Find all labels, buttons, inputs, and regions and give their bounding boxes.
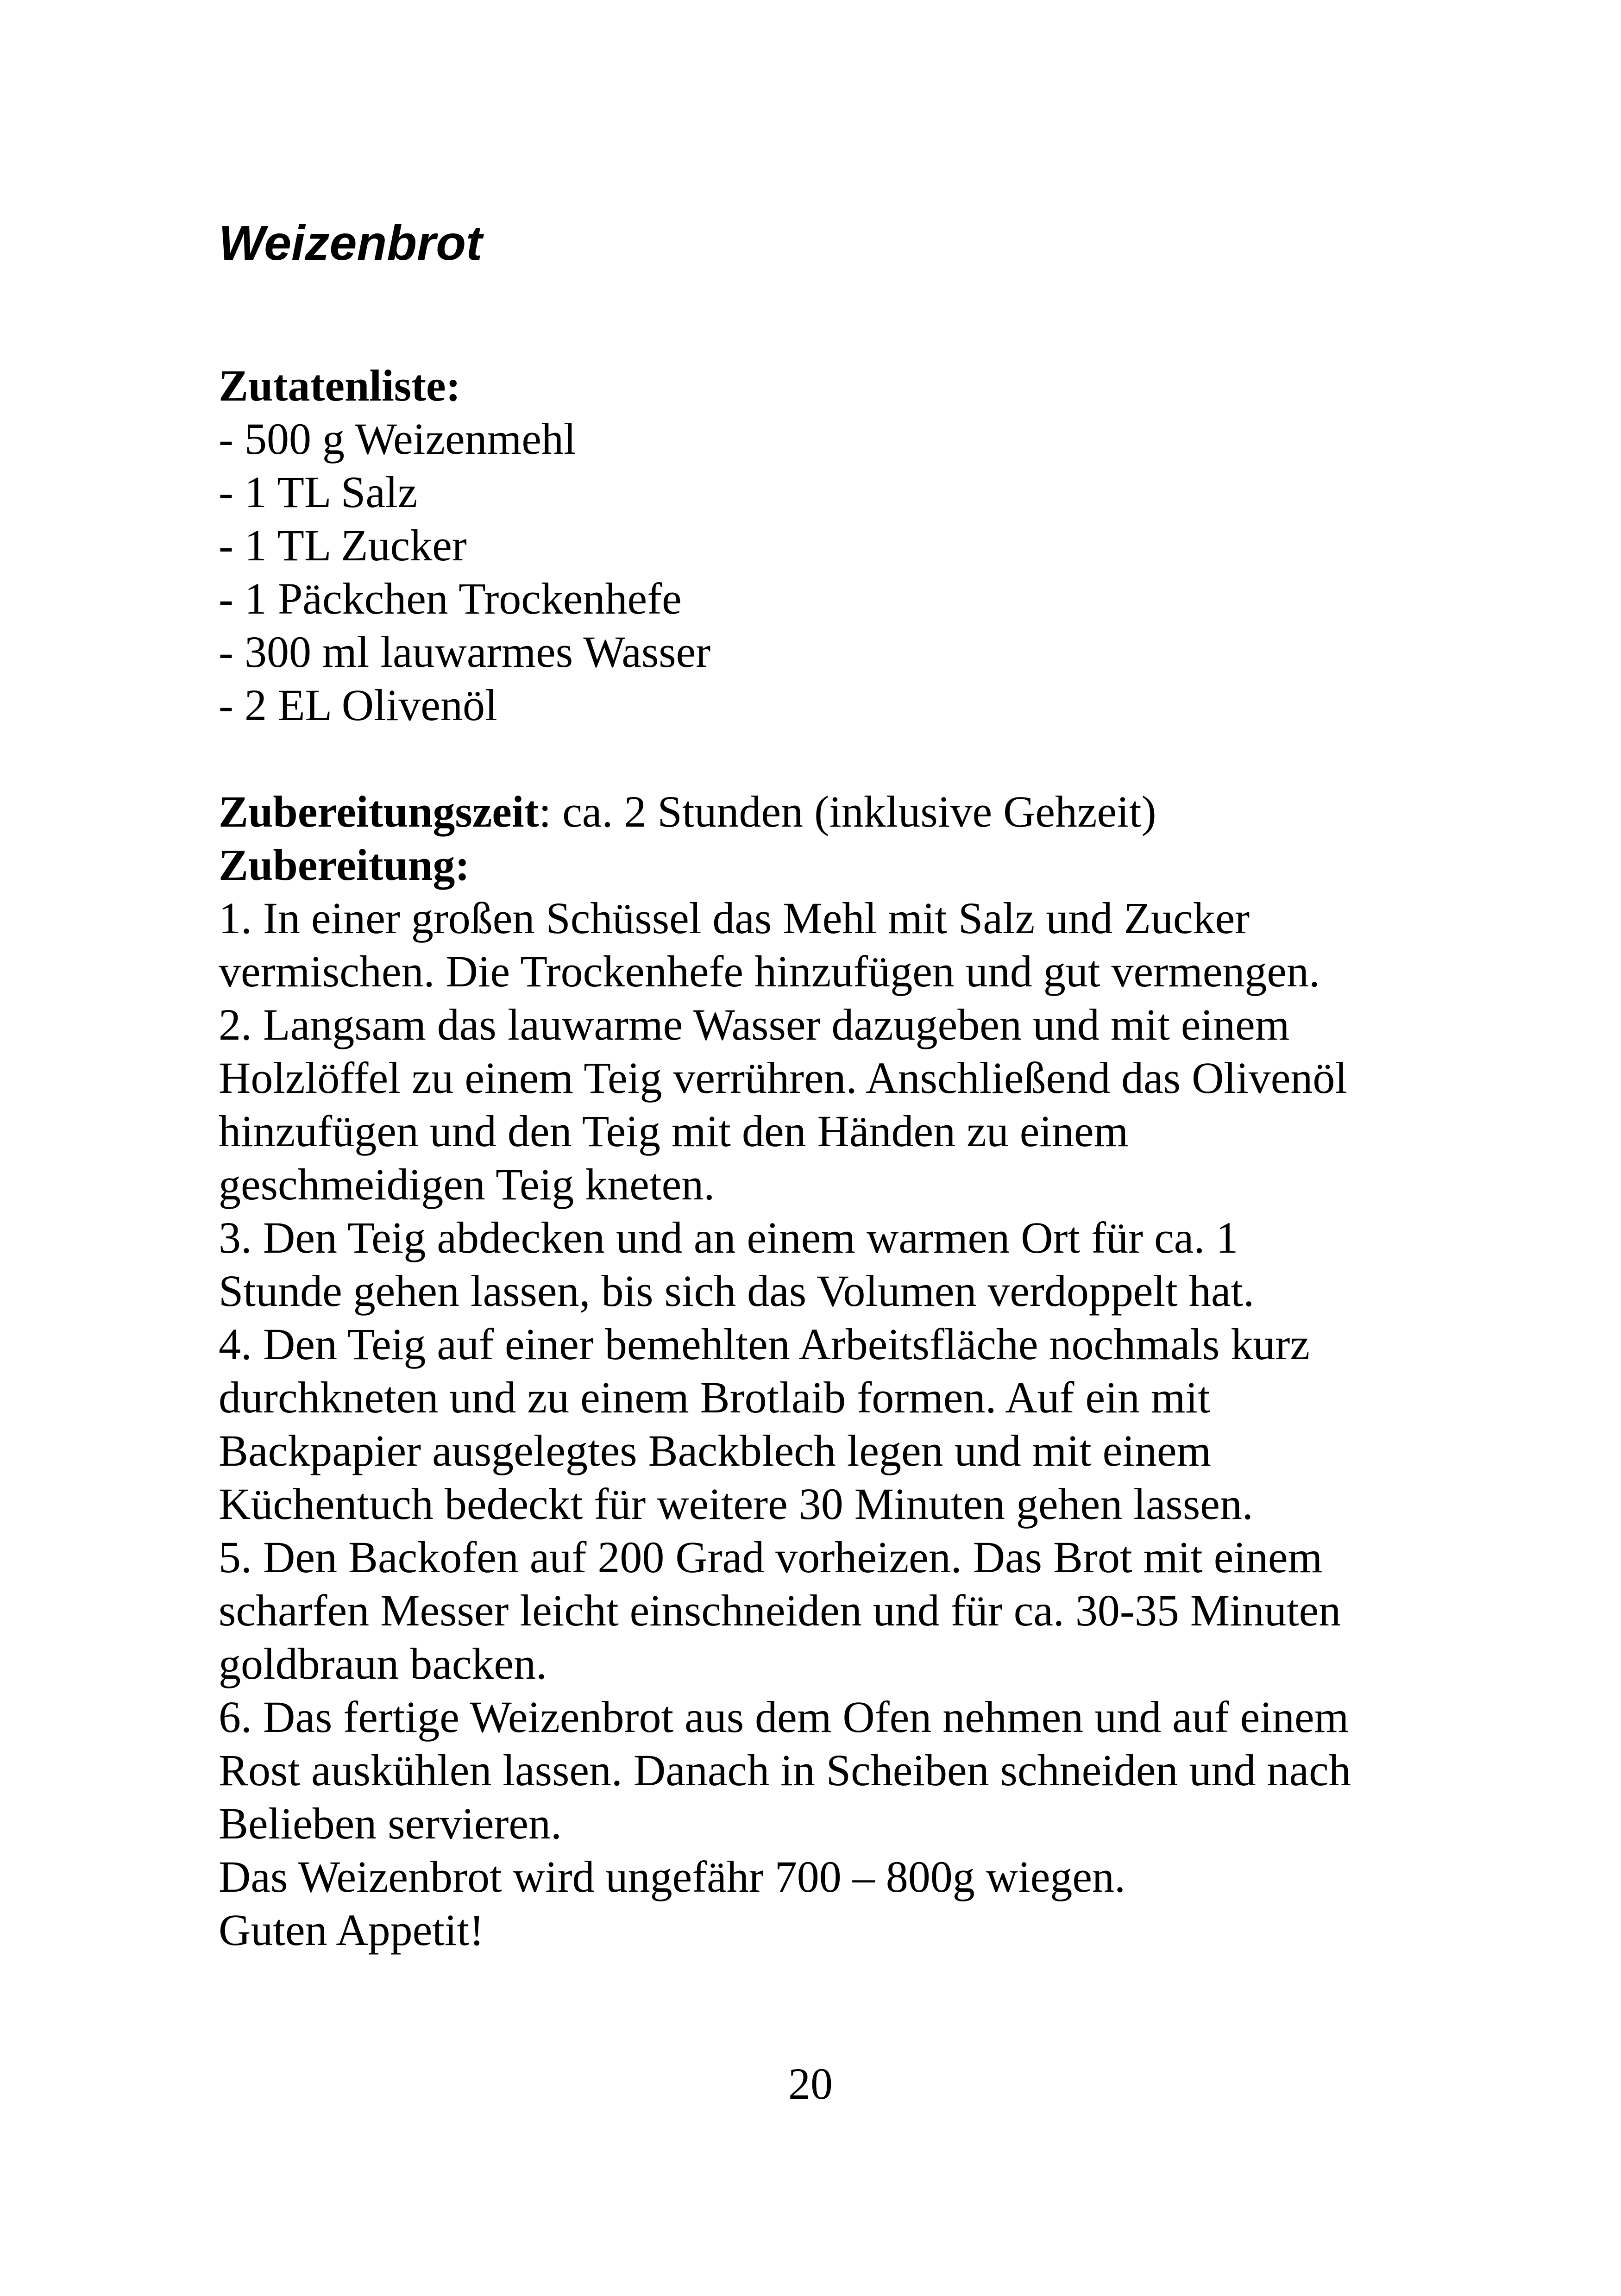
preparation-line: Das Weizenbrot wird ungefähr 700 – 800g wiegen. bbox=[219, 1852, 1125, 1901]
ingredients-section bbox=[219, 359, 1423, 732]
ingredient-item: - 500 g Weizenmehl bbox=[219, 414, 576, 464]
preparation-line: 3. Den Teig abdecken und an einem warmen Ort für ca. 1 bbox=[219, 1213, 1238, 1262]
preparation-section bbox=[219, 785, 1423, 1957]
ingredient-item: - 1 TL Zucker bbox=[219, 521, 467, 570]
preparation-line: Küchentuch bedeckt für weitere 30 Minuten gehen lassen. bbox=[219, 1479, 1253, 1529]
preparation-heading: Zubereitung: bbox=[219, 840, 470, 890]
recipe-title: Weizenbrot bbox=[219, 216, 483, 270]
preparation-line: goldbraun backen. bbox=[219, 1639, 547, 1688]
ingredient-item: - 300 ml lauwarmes Wasser bbox=[219, 627, 711, 677]
preparation-line: 5. Den Backofen auf 200 Grad vorheizen. Das Brot mit einem bbox=[219, 1532, 1323, 1582]
preparation-line: Holzlöffel zu einem Teig verrühren. Anschließend das Olivenöl bbox=[219, 1053, 1348, 1103]
ingredient-item: - 1 Päckchen Trockenhefe bbox=[219, 574, 682, 623]
preparation-line: hinzufügen und den Teig mit den Händen zu einem bbox=[219, 1106, 1129, 1156]
preparation-line: 1. In einer großen Schüssel das Mehl mit Salz und Zucker bbox=[219, 893, 1250, 943]
prep-time bbox=[219, 785, 1423, 838]
preparation-line: Rost auskühlen lassen. Danach in Scheiben schneiden und nach bbox=[219, 1745, 1351, 1795]
page-number: 20 bbox=[788, 2059, 833, 2108]
preparation-line: durchkneten und zu einem Brotlaib formen. Auf ein mit bbox=[219, 1373, 1210, 1422]
preparation-line: vermischen. Die Trockenhefe hinzufügen und gut vermengen. bbox=[219, 947, 1320, 996]
preparation-line: 4. Den Teig auf einer bemehlten Arbeitsfläche nochmals kurz bbox=[219, 1319, 1310, 1369]
ingredient-item: - 1 TL Salz bbox=[219, 467, 418, 517]
preparation-line: Guten Appetit! bbox=[219, 1905, 484, 1955]
prep-time-value: : ca. 2 Stunden (inklusive Gehzeit) bbox=[539, 787, 1156, 836]
preparation-line: 2. Langsam das lauwarme Wasser dazugeben und mit einem bbox=[219, 1000, 1290, 1049]
prep-time-label: Zubereitungszeit bbox=[219, 787, 539, 836]
ingredient-item: - 2 EL Olivenöl bbox=[219, 680, 497, 730]
preparation-line: Backpapier ausgelegtes Backblech legen und mit einem bbox=[219, 1426, 1212, 1475]
preparation-line: scharfen Messer leicht einschneiden und für ca. 30-35 Minuten bbox=[219, 1586, 1341, 1635]
preparation-line: Stunde gehen lassen, bis sich das Volumen verdoppelt hat. bbox=[219, 1266, 1255, 1316]
preparation-line: 6. Das fertige Weizenbrot aus dem Ofen nehmen und auf einem bbox=[219, 1692, 1349, 1742]
ingredients-heading: Zutatenliste: bbox=[219, 361, 461, 410]
preparation-line: Belieben servieren. bbox=[219, 1799, 562, 1848]
preparation-line: geschmeidigen Teig kneten. bbox=[219, 1160, 715, 1209]
